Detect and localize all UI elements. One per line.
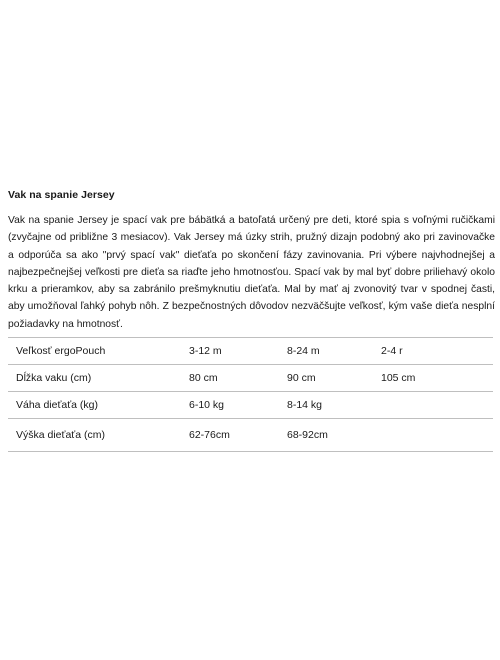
- table-cell: 90 cm: [279, 365, 373, 392]
- row-label-weight: Váha dieťaťa (kg): [8, 392, 181, 419]
- table-cell: 6-10 kg: [181, 392, 279, 419]
- table-row: [8, 365, 493, 392]
- description-paragraph: Vak na spanie Jersey je spací vak pre bábätká a batoľatá určený pre deti, ktoré spia s voľnými ručičkami (zvyčajne od približne 3 mesiacov). Vak Jersey má úzky strih, pružný dizajn podobný ako pri zavinovačke a odporúča sa ako "prvý spací vak" dieťaťa po skončení fázy zavinovania. Pri výbere najvhodnejšej a najbezpečnejšej veľkosti pre dieťa sa riaďte jeho hmotnosťou. Spací vak by mal byť dobre priliehavý okolo krku a prieramkov, aby sa zabránilo prešmyknutiu dieťaťa. Mal by mať aj zvonovitý tvar v spodnej časti, aby umožňoval ľahký pohyb nôh. Z bezpečnostných dôvodov nezväčšujte veľkosť, kým vaše dieťa nesplní požiadavky na hmotnosť.: [8, 215, 495, 330]
- table-cell: 80 cm: [181, 365, 279, 392]
- table-cell: 105 cm: [373, 365, 493, 392]
- document-title: Vak na spanie Jersey: [8, 189, 115, 201]
- table-cell: [373, 392, 493, 419]
- table-cell: [373, 419, 493, 452]
- table-row: [8, 338, 493, 365]
- table-row: [8, 419, 493, 452]
- row-label-size: Veľkosť ergoPouch: [8, 338, 181, 365]
- row-label-length: Dĺžka vaku (cm): [8, 365, 181, 392]
- table-cell: 8-24 m: [279, 338, 373, 365]
- table-row: [8, 392, 493, 419]
- size-table: [8, 337, 493, 452]
- table-cell: 8-14 kg: [279, 392, 373, 419]
- table-cell: 3-12 m: [181, 338, 279, 365]
- row-label-height: Výška dieťaťa (cm): [8, 419, 181, 452]
- table-cell: 2-4 r: [373, 338, 493, 365]
- table-cell: 62-76cm: [181, 419, 279, 452]
- table-cell: 68-92cm: [279, 419, 373, 452]
